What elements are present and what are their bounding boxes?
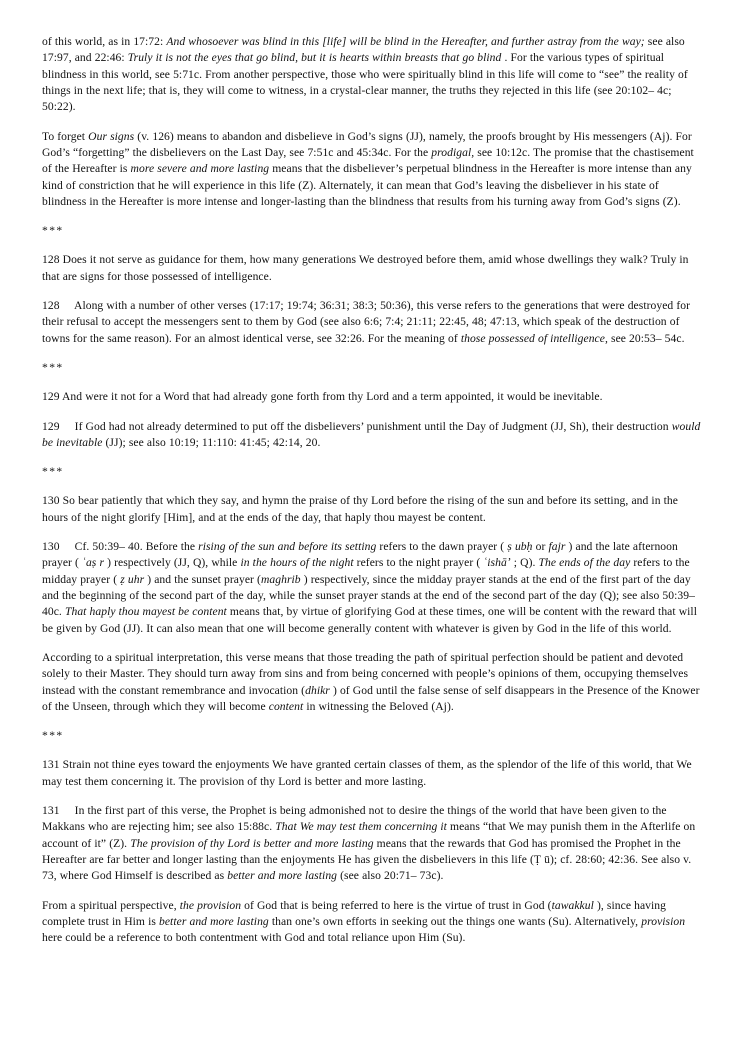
commentary-text: 129 If God had not already determined to put off the disbelievers’ punishment until the Day of Judgment (JJ, Sh), their destruction would be inevitable (JJ); see also 10:19; 11:110: 41:45; 42:14, 20. [42,419,701,449]
verse-text: 128 Does it not serve as guidance for them, how many generations We destroyed before them, amid whose dwellings they walk? Truly in that are signs for those possessed of intelligence. [42,253,689,283]
section-separator: *** [42,465,64,479]
section-separator: *** [42,361,64,375]
body-paragraph: From a spiritual perspective, the provision of God that is being referred to here is the virtue of trust in God (tawakkul ), since having complete trust in Him is better and more lasting than one’s own efforts in seeking out the things one wants (Su). Alternatively, provision here could be a reference to both contentment with God and total reliance upon Him (Su). [42,898,686,945]
body-paragraph: of this world, as in 17:72: And whosoever was blind in this [life] will be blind in the Hereafter, and further astray from the way; see also 17:97, and 22:46: Truly it is not the eyes that go blind, but it is hearts within breasts that go blind . For the various types of spiritual blindness in this world, see 5:71c. From another perspective, those who were spiritually blind in this life will come to “see” the reality of things in the next life; that is, they will come to witness, in a crystal-clear manner, the truths they rejected in this life (see 20:102– 4c; 50:22). [42,35,688,114]
body-paragraph: According to a spiritual interpretation, this verse means that those treading the path of spiritual perfection should be patient and devoted solely to their Master. They should turn away from sins and from being concerned with people’s opinions of them, occupying themselves instead with the constant remembrance and invocation (dhikr ) of God until the false sense of self disappears in the Presence of the Knower of the Unseen, through which they will become content in witnessing the Beloved (Aj). [42,650,700,713]
commentary-text: 128 Along with a number of other verses (17:17; 19:74; 36:31; 38:3; 50:36), this verse refers to the generations that were destroyed for their refusal to accept the messengers sent to them by God (see also 6:6; 7:4; 21:11; 22:45, 48; 47:13, which speak of the destruction of towns for the same reason). For an almost identical verse, see 32:26. For the meaning of those possessed of intelligence, see 20:53– 54c. [42,299,691,345]
document-body [42,34,719,947]
verse-text: 130 So bear patiently that which they say, and hymn the praise of thy Lord before the rising of the sun and before its setting, and in the hours of the night glorify [Him], and at the ends of the day, that haply thou mayest be content. [42,494,678,524]
commentary-text: 130 Cf. 50:39– 40. Before the rising of the sun and before its setting refers to the dawn prayer ( ṣ ubḥ or fajr ) and the late afternoon prayer ( ʿaṣ r ) respectively (JJ, Q), while in the hours of the night refers to the night prayer ( ʿishāʼ ; Q). The ends of the day refers to the midday prayer ( ẓ uhr ) and the sunset prayer (maghrib ) respectively, since the midday prayer stands at the end of the first part of the day and the beginning of the second part of the day, while the sunset prayer stands at the end of the second part of the day (Q); see also 50:39– 40c. That haply thou mayest be content means that, by virtue of glorifying God at these times, one will be content with the reward that will be given by God (JJ). It can also mean that one will become generally content with whatever is given by God in the life of this world. [42,539,697,635]
commentary-text: 131 In the first part of this verse, the Prophet is being admonished not to desire the things of the world that have been given to the Makkans who are rejecting him; see also 15:88c. That We may test them concerning it means “that We may punish them in the Afterlife on account of it” (Z). The provision of thy Lord is better and more lasting means that the rewards that God has promised the Prophet in the Hereafter are far better and longer lasting than the enjoyments He has given the disbelievers in this life (Ṭ ū); cf. 28:60; 42:36. See also v. 73, where God Himself is described as better and more lasting (see also 20:71– 73c). [42,804,696,883]
body-paragraph: To forget Our signs (v. 126) means to abandon and disbelieve in God’s signs (JJ), namely, the proofs brought by His messengers (Aj). For God’s “forgetting” the disbelievers on the Last Day, see 7:51c and 45:34c. For the prodigal, see 10:12c. The promise that the chastisement of the Hereafter is more severe and more lasting means that the disbeliever’s perpetual blindness in the Hereafter is more intense than any kind of constriction that he will experience in this life (Z). Alternately, it can mean that God’s leaving the disbeliever in his state of blindness in the Hereafter is more intense and longer-lasting than the blindness that results from his turning away from God’s signs (Z). [42,129,694,209]
verse-text: 129 And were it not for a Word that had already gone forth from thy Lord and a term appointed, it would be inevitable. [42,390,603,404]
section-separator: *** [42,224,64,238]
verse-text: 131 Strain not thine eyes toward the enjoyments We have granted certain classes of them, as the splendor of the life of this world, that We may test them concerning it. The provision of thy Lord is better and more lasting. [42,758,692,788]
section-separator: *** [42,729,64,743]
